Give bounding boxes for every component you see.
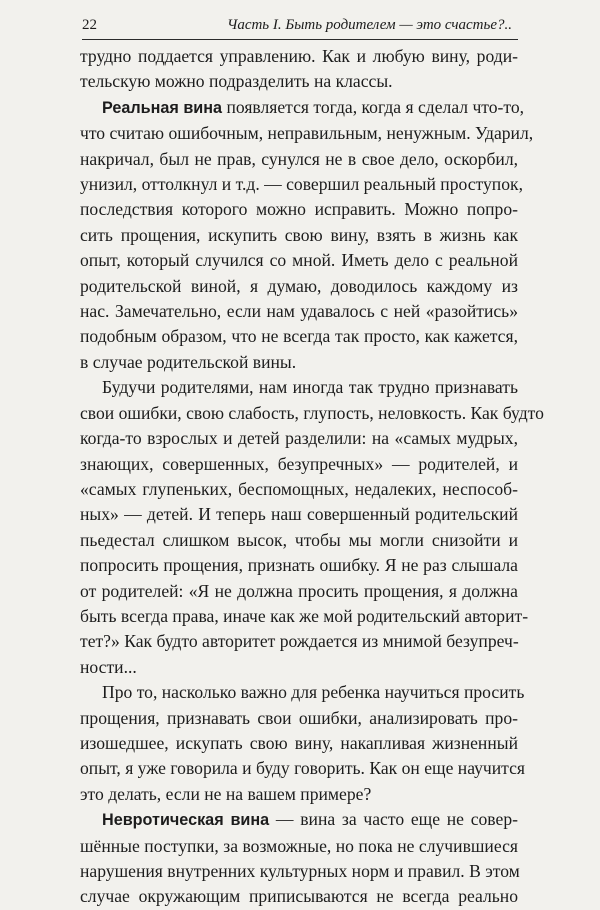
text-line: последствия которого можно исправить. Можно попро- (80, 199, 518, 220)
text-line: родительской виной, я думаю, доводилось каждому из (80, 275, 518, 296)
text-line: трудно поддается управлению. Как и любую вину, роди- (80, 46, 518, 66)
running-head (82, 14, 512, 36)
paragraph-5 (80, 807, 518, 910)
text-line: нарушения внутренних культурных норм и правил. В этом (80, 861, 520, 881)
text-line (80, 375, 518, 400)
text-fragment: Про то, насколько важно для ребенка научиться просить (102, 682, 525, 703)
text-line (80, 680, 525, 705)
header-rule (82, 39, 518, 40)
paragraph-2 (80, 95, 534, 375)
text-line: от родителей: «Я не должна просить прощения, я должна (80, 580, 518, 601)
text-line: быть всегда права, иначе как же мой родительский авторит- (80, 605, 529, 626)
text-line: нас. Замечательно, если нам удавалось с ней «разойтись» (80, 301, 518, 322)
text-line: унизил, оттолкнул и т.д. — совершил реальный проступок, (80, 174, 523, 195)
text-line: «самых глупеньких, беспомощных, недалеких, неспособ- (80, 478, 518, 499)
paragraph-3 (80, 375, 544, 680)
text-line (80, 95, 525, 121)
text-line: ности... (80, 656, 137, 677)
text-line: свои ошибки, свою слабость, глупость, неловкость. Как будто (80, 402, 544, 423)
text-fragment: Будучи родителями, нам иногда так трудно признавать (102, 377, 518, 398)
text-line: попросить прощения, признать ошибку. Я не раз слышала (80, 555, 518, 576)
text-line: накричал, был не прав, сунулся не в свое дело, оскорбил, (80, 148, 518, 169)
text-line: это делать, если не на вашем примере? (80, 783, 372, 804)
page-number: 22 (82, 17, 97, 33)
text-line: в случае родительской вины. (80, 351, 297, 372)
term-real-guilt: Реальная вина (102, 98, 223, 117)
text-line: когда-то взрослых и детей разделили: на «самых мудрых, (80, 428, 518, 449)
text-line: шённые поступки, за возможные, но пока не случившиеся (80, 835, 518, 856)
text-fragment: появляется тогда, когда я сделал что-то, (222, 96, 525, 117)
text-line: сить прощения, искупить свою вину, взять в жизнь как (80, 224, 518, 245)
text-fragment: — вина за часто еще не совер- (269, 809, 518, 830)
text-line: случае окружающим приписываются не всегда реально (80, 886, 518, 907)
text-line: изошедшее, искупать свою вину, накапливая жизненный (80, 732, 518, 753)
paragraph-4 (80, 680, 525, 807)
text-line: тельскую можно подразделить на классы. (80, 71, 393, 92)
text-line: подобным образом, что не всегда так просто, как кажется, (80, 326, 518, 347)
text-line: знающих, совершенных, безупречных» — родителей, и (80, 453, 518, 474)
text-line: пьедестал слишком высок, чтобы мы могли снизойти и (80, 529, 518, 550)
text-line: опыт, я уже говорила и буду говорить. Как он еще научится (80, 758, 525, 779)
body-text (80, 44, 544, 910)
text-line (80, 807, 518, 833)
term-neurotic-guilt: Невротическая вина (102, 811, 270, 830)
text-line: прощения, признавать свои ошибки, анализировать про- (80, 707, 518, 728)
text-line: тет?» Как будто авторитет рождается из мнимой безупреч- (80, 631, 519, 652)
text-line: опыт, который случился со мной. Иметь дело с реальной (80, 250, 518, 271)
running-title: Часть I. Быть родителем — это счастье?.. (226, 17, 512, 33)
text-line: ных» — детей. И теперь наш совершенный родительский (80, 504, 518, 525)
paragraph-1 (80, 44, 518, 95)
text-line: что считаю ошибочным, неправильным, ненужным. Ударил, (80, 123, 534, 144)
